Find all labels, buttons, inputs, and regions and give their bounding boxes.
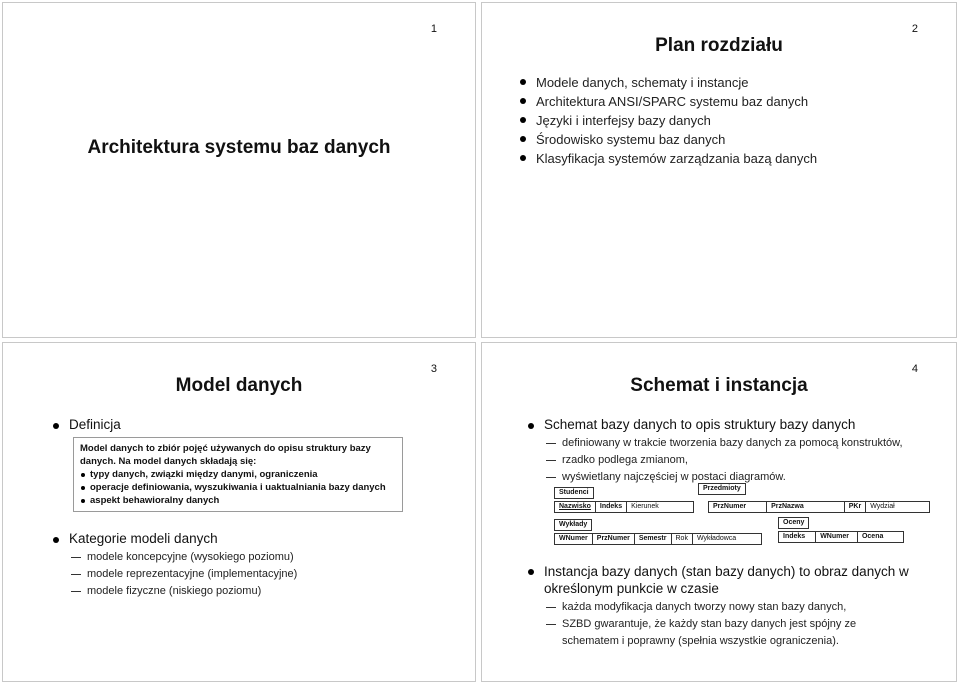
table-column: PrzNumer: [593, 534, 635, 544]
table-name-oceny: Oceny: [778, 517, 809, 529]
definition-item: typy danych, związki między danymi, ograniczenia: [80, 468, 396, 481]
table-column: WNumer: [555, 534, 593, 544]
slide-title: Architektura systemu baz danych: [87, 137, 391, 158]
category-item: modele fizyczne (niskiego poziomu): [71, 583, 297, 600]
table-column: Kierunek: [631, 503, 659, 510]
table-oceny: [778, 531, 904, 543]
slide-1: [2, 2, 476, 338]
table-column: Ocena: [861, 533, 884, 540]
slide-title: Plan rozdziału: [655, 35, 783, 56]
instance-list: [546, 599, 886, 650]
table-name-wyklady: Wykłady: [554, 519, 592, 531]
definition-item: aspekt behawioralny danych: [80, 494, 396, 507]
category-item: modele koncepcyjne (wysokiego poziomu): [71, 549, 297, 566]
page-number: 2: [911, 23, 918, 35]
table-name-przedmioty: Przedmioty: [698, 483, 746, 495]
table-column: Wydział: [870, 503, 895, 510]
definition-box: [73, 437, 403, 512]
page-number: 1: [430, 23, 437, 35]
page-number: 4: [911, 363, 918, 375]
instance-item: SZBD gwarantuje, że każdy stan bazy danych jest spójny ze schematem i poprawny (spełnia wszystkie ograniczenia).: [546, 616, 886, 650]
slide-2: [481, 2, 957, 338]
table-column: Rok: [672, 534, 693, 544]
instance-item: każda modyfikacja danych tworzy nowy stan bazy danych,: [546, 599, 886, 616]
schema-heading: Schemat bazy danych to opis struktury bazy danych: [528, 417, 855, 432]
table-column: Nazwisko: [555, 502, 596, 512]
slide-title: Model danych: [175, 375, 303, 396]
schema-item: wyświetlany najczęściej w postaci diagramów.: [546, 469, 903, 486]
table-column: PrzNazwa: [767, 502, 845, 512]
agenda-item: Modele danych, schematy i instancje: [520, 73, 817, 92]
table-column: PrzNumer: [709, 502, 767, 512]
table-column: Semestr: [635, 534, 672, 544]
agenda-item: Architektura ANSI/SPARC systemu baz danych: [520, 92, 817, 111]
table-column: PKr: [845, 502, 866, 512]
table-column: Indeks: [779, 532, 816, 542]
instance-heading: Instancja bazy danych (stan bazy danych) to obraz danych w określonym punkcie w czasie: [528, 563, 944, 597]
table-column: WNumer: [816, 532, 858, 542]
slide-4: [481, 342, 957, 682]
slide-3: [2, 342, 476, 682]
table-studenci: [554, 501, 694, 513]
definition-text: Model danych to zbiór pojęć używanych do opisu struktury bazy danych. Na model danych składają się:: [80, 443, 371, 467]
categories-list: [71, 549, 297, 600]
category-item: modele reprezentacyjne (implementacyjne): [71, 566, 297, 583]
agenda-item: Klasyfikacja systemów zarządzania bazą danych: [520, 149, 817, 168]
table-column: Wykładowca: [696, 535, 737, 542]
agenda-item: Języki i interfejsy bazy danych: [520, 111, 817, 130]
agenda-item: Środowisko systemu baz danych: [520, 130, 817, 149]
table-column: Indeks: [596, 502, 627, 512]
categories-heading: Kategorie modeli danych: [53, 531, 218, 546]
definition-heading: Definicja: [53, 417, 121, 432]
table-przedmioty: [708, 501, 930, 513]
schema-item: definiowany w trakcie tworzenia bazy danych za pomocą konstruktów,: [546, 435, 903, 452]
schema-item: rzadko podlega zmianom,: [546, 452, 903, 469]
slide-title: Schemat i instancja: [630, 375, 808, 396]
page-number: 3: [430, 363, 437, 375]
table-wyklady: [554, 533, 762, 545]
definition-item: operacje definiowania, wyszukiwania i uaktualniania bazy danych: [80, 481, 396, 494]
agenda-list: [520, 73, 817, 168]
table-name-studenci: Studenci: [554, 487, 594, 499]
